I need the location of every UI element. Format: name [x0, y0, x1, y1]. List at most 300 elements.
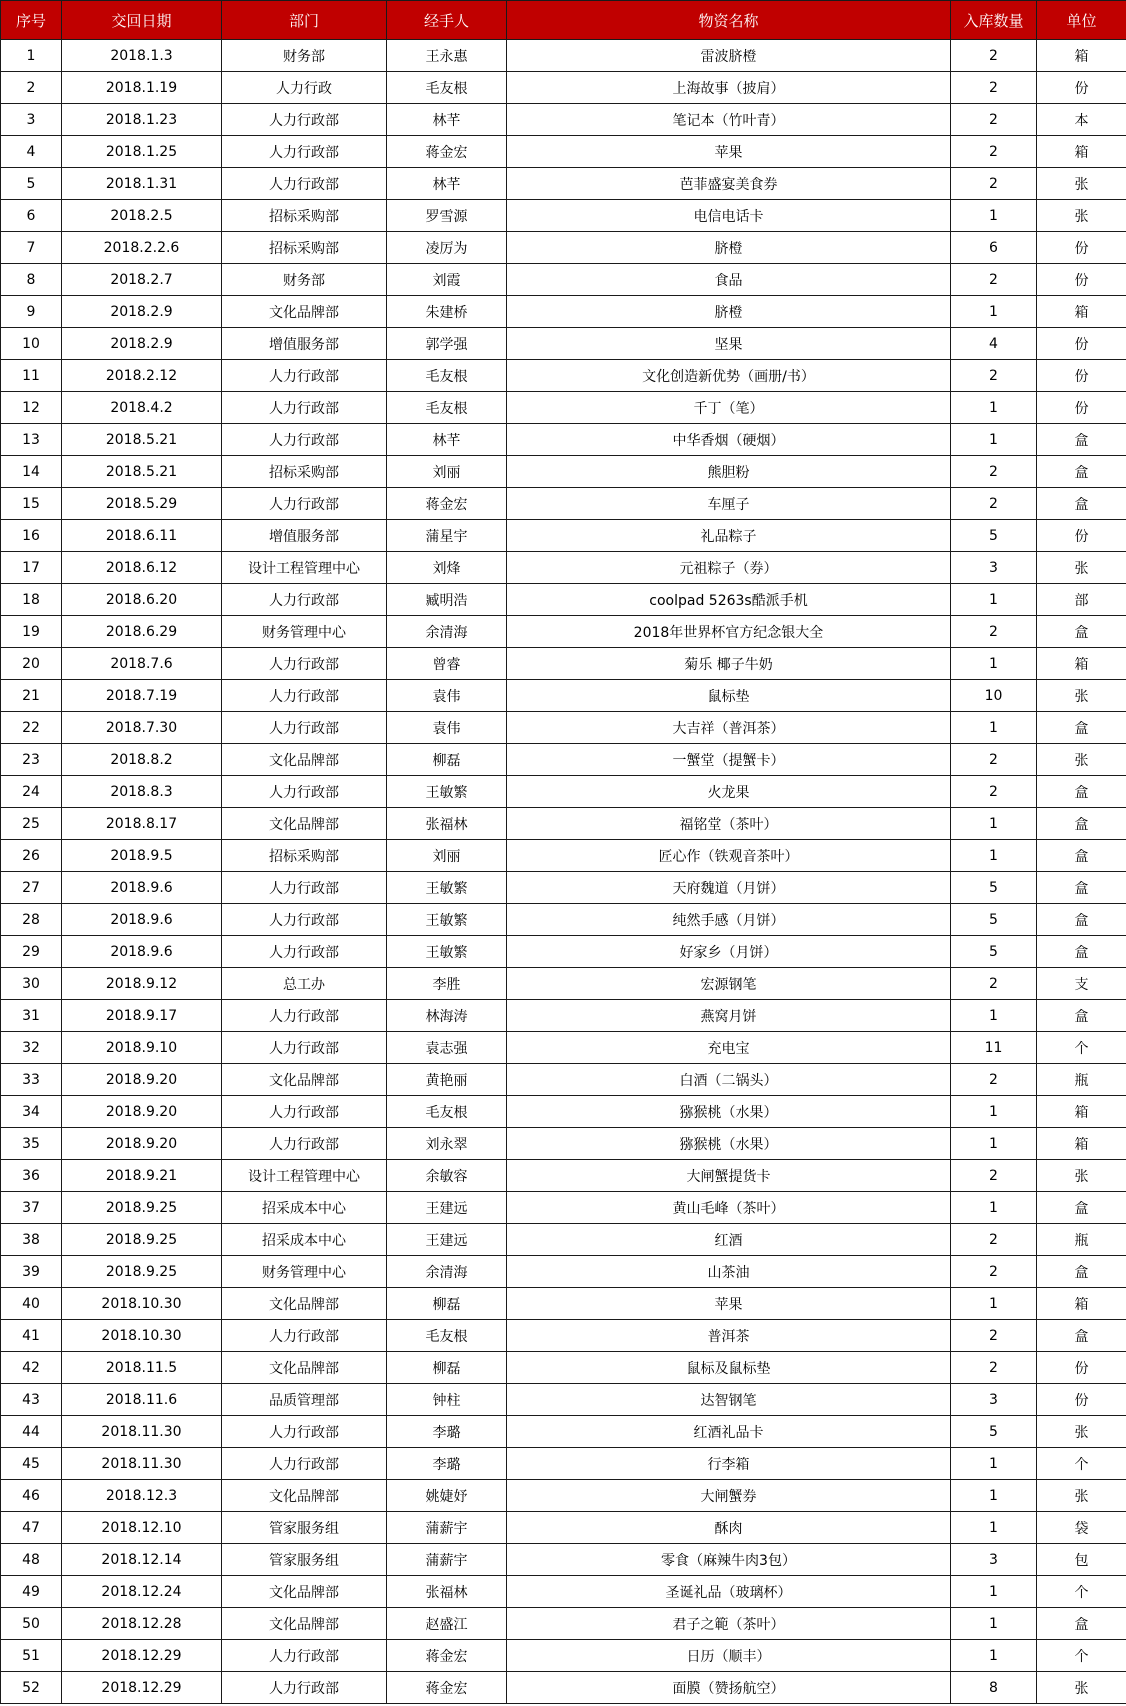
cell-department[interactable]: 人力行政部: [222, 1640, 387, 1672]
cell-quantity[interactable]: 3: [951, 552, 1037, 584]
cell-index[interactable]: 25: [1, 808, 62, 840]
cell-index[interactable]: 49: [1, 1576, 62, 1608]
cell-department[interactable]: 招标采购部: [222, 456, 387, 488]
cell-return-date[interactable]: 2018.9.10: [62, 1032, 222, 1064]
cell-department[interactable]: 管家服务组: [222, 1544, 387, 1576]
cell-return-date[interactable]: 2018.6.20: [62, 584, 222, 616]
cell-handler[interactable]: 林芊: [387, 168, 507, 200]
cell-handler[interactable]: 刘永翠: [387, 1128, 507, 1160]
cell-quantity[interactable]: 2: [951, 744, 1037, 776]
cell-unit[interactable]: 张: [1037, 1160, 1126, 1192]
cell-return-date[interactable]: 2018.11.5: [62, 1352, 222, 1384]
cell-item-name[interactable]: 达智钢笔: [507, 1384, 951, 1416]
cell-handler[interactable]: 蒲星宇: [387, 520, 507, 552]
cell-quantity[interactable]: 1: [951, 1576, 1037, 1608]
cell-index[interactable]: 13: [1, 424, 62, 456]
cell-index[interactable]: 19: [1, 616, 62, 648]
cell-unit[interactable]: 包: [1037, 1544, 1126, 1576]
cell-department[interactable]: 人力行政部: [222, 488, 387, 520]
cell-item-name[interactable]: 脐橙: [507, 232, 951, 264]
cell-return-date[interactable]: 2018.9.21: [62, 1160, 222, 1192]
cell-department[interactable]: 品质管理部: [222, 1384, 387, 1416]
cell-department[interactable]: 人力行政部: [222, 1128, 387, 1160]
cell-handler[interactable]: 柳磊: [387, 744, 507, 776]
cell-unit[interactable]: 盒: [1037, 1256, 1126, 1288]
cell-department[interactable]: 人力行政: [222, 72, 387, 104]
cell-unit[interactable]: 箱: [1037, 1096, 1126, 1128]
cell-unit[interactable]: 箱: [1037, 296, 1126, 328]
cell-department[interactable]: 招采成本中心: [222, 1192, 387, 1224]
cell-return-date[interactable]: 2018.1.19: [62, 72, 222, 104]
cell-index[interactable]: 3: [1, 104, 62, 136]
cell-return-date[interactable]: 2018.2.9: [62, 328, 222, 360]
cell-item-name[interactable]: 燕窝月饼: [507, 1000, 951, 1032]
cell-unit[interactable]: 部: [1037, 584, 1126, 616]
cell-department[interactable]: 人力行政部: [222, 1096, 387, 1128]
cell-return-date[interactable]: 2018.12.10: [62, 1512, 222, 1544]
cell-return-date[interactable]: 2018.1.3: [62, 40, 222, 72]
cell-handler[interactable]: 刘丽: [387, 456, 507, 488]
cell-return-date[interactable]: 2018.1.25: [62, 136, 222, 168]
cell-unit[interactable]: 箱: [1037, 40, 1126, 72]
cell-unit[interactable]: 瓶: [1037, 1064, 1126, 1096]
cell-quantity[interactable]: 2: [951, 968, 1037, 1000]
cell-quantity[interactable]: 2: [951, 40, 1037, 72]
cell-return-date[interactable]: 2018.9.25: [62, 1224, 222, 1256]
column-header-index[interactable]: 序号: [1, 1, 62, 40]
cell-handler[interactable]: 蒋金宏: [387, 1640, 507, 1672]
cell-item-name[interactable]: 大闸蟹券: [507, 1480, 951, 1512]
cell-handler[interactable]: 王敏繁: [387, 936, 507, 968]
cell-quantity[interactable]: 2: [951, 616, 1037, 648]
cell-handler[interactable]: 袁伟: [387, 680, 507, 712]
cell-return-date[interactable]: 2018.6.12: [62, 552, 222, 584]
cell-handler[interactable]: 余清海: [387, 1256, 507, 1288]
cell-index[interactable]: 27: [1, 872, 62, 904]
cell-quantity[interactable]: 1: [951, 584, 1037, 616]
cell-quantity[interactable]: 2: [951, 1064, 1037, 1096]
cell-index[interactable]: 36: [1, 1160, 62, 1192]
cell-department[interactable]: 文化品牌部: [222, 296, 387, 328]
cell-department[interactable]: 文化品牌部: [222, 1480, 387, 1512]
cell-index[interactable]: 16: [1, 520, 62, 552]
cell-return-date[interactable]: 2018.9.25: [62, 1256, 222, 1288]
cell-return-date[interactable]: 2018.6.11: [62, 520, 222, 552]
cell-index[interactable]: 26: [1, 840, 62, 872]
cell-unit[interactable]: 盒: [1037, 456, 1126, 488]
cell-item-name[interactable]: 白酒（二锅头）: [507, 1064, 951, 1096]
cell-quantity[interactable]: 2: [951, 1256, 1037, 1288]
cell-index[interactable]: 15: [1, 488, 62, 520]
cell-index[interactable]: 32: [1, 1032, 62, 1064]
cell-return-date[interactable]: 2018.2.2.6: [62, 232, 222, 264]
cell-quantity[interactable]: 1: [951, 200, 1037, 232]
cell-department[interactable]: 文化品牌部: [222, 1576, 387, 1608]
cell-item-name[interactable]: 笔记本（竹叶青）: [507, 104, 951, 136]
cell-department[interactable]: 人力行政部: [222, 392, 387, 424]
cell-index[interactable]: 24: [1, 776, 62, 808]
cell-index[interactable]: 12: [1, 392, 62, 424]
cell-index[interactable]: 33: [1, 1064, 62, 1096]
cell-item-name[interactable]: 天府魏道（月饼）: [507, 872, 951, 904]
cell-return-date[interactable]: 2018.12.29: [62, 1672, 222, 1704]
cell-return-date[interactable]: 2018.11.6: [62, 1384, 222, 1416]
cell-department[interactable]: 人力行政部: [222, 1032, 387, 1064]
cell-quantity[interactable]: 1: [951, 1288, 1037, 1320]
column-header-item-name[interactable]: 物资名称: [507, 1, 951, 40]
cell-index[interactable]: 18: [1, 584, 62, 616]
cell-return-date[interactable]: 2018.5.29: [62, 488, 222, 520]
cell-quantity[interactable]: 4: [951, 328, 1037, 360]
cell-unit[interactable]: 张: [1037, 744, 1126, 776]
cell-return-date[interactable]: 2018.7.6: [62, 648, 222, 680]
cell-handler[interactable]: 袁志强: [387, 1032, 507, 1064]
cell-unit[interactable]: 盒: [1037, 808, 1126, 840]
cell-unit[interactable]: 盒: [1037, 872, 1126, 904]
cell-department[interactable]: 管家服务组: [222, 1512, 387, 1544]
cell-item-name[interactable]: 芭菲盛宴美食券: [507, 168, 951, 200]
cell-handler[interactable]: 毛友根: [387, 72, 507, 104]
cell-return-date[interactable]: 2018.12.29: [62, 1640, 222, 1672]
cell-handler[interactable]: 李胜: [387, 968, 507, 1000]
cell-item-name[interactable]: 山茶油: [507, 1256, 951, 1288]
cell-department[interactable]: 人力行政部: [222, 1320, 387, 1352]
cell-department[interactable]: 文化品牌部: [222, 1064, 387, 1096]
cell-item-name[interactable]: 福铭堂（茶叶）: [507, 808, 951, 840]
cell-department[interactable]: 增值服务部: [222, 520, 387, 552]
cell-item-name[interactable]: 千丁（笔）: [507, 392, 951, 424]
cell-index[interactable]: 1: [1, 40, 62, 72]
cell-unit[interactable]: 瓶: [1037, 1224, 1126, 1256]
cell-quantity[interactable]: 1: [951, 1128, 1037, 1160]
cell-unit[interactable]: 张: [1037, 1416, 1126, 1448]
cell-item-name[interactable]: 菊乐 椰子牛奶: [507, 648, 951, 680]
cell-item-name[interactable]: 零食（麻辣牛肉3包）: [507, 1544, 951, 1576]
cell-handler[interactable]: 臧明浩: [387, 584, 507, 616]
cell-department[interactable]: 设计工程管理中心: [222, 552, 387, 584]
cell-item-name[interactable]: 面膜（赞扬航空）: [507, 1672, 951, 1704]
cell-unit[interactable]: 个: [1037, 1032, 1126, 1064]
cell-handler[interactable]: 曾睿: [387, 648, 507, 680]
cell-quantity[interactable]: 1: [951, 712, 1037, 744]
cell-quantity[interactable]: 1: [951, 648, 1037, 680]
cell-item-name[interactable]: 脐橙: [507, 296, 951, 328]
cell-department[interactable]: 财务部: [222, 40, 387, 72]
cell-department[interactable]: 招标采购部: [222, 840, 387, 872]
cell-department[interactable]: 文化品牌部: [222, 1352, 387, 1384]
cell-handler[interactable]: 蒋金宏: [387, 488, 507, 520]
cell-handler[interactable]: 王敏繁: [387, 776, 507, 808]
cell-department[interactable]: 人力行政部: [222, 1416, 387, 1448]
cell-return-date[interactable]: 2018.9.6: [62, 936, 222, 968]
cell-handler[interactable]: 蒋金宏: [387, 136, 507, 168]
cell-quantity[interactable]: 1: [951, 1192, 1037, 1224]
cell-quantity[interactable]: 3: [951, 1384, 1037, 1416]
cell-index[interactable]: 46: [1, 1480, 62, 1512]
cell-return-date[interactable]: 2018.9.20: [62, 1064, 222, 1096]
cell-return-date[interactable]: 2018.12.28: [62, 1608, 222, 1640]
cell-department[interactable]: 文化品牌部: [222, 808, 387, 840]
cell-return-date[interactable]: 2018.9.12: [62, 968, 222, 1000]
cell-item-name[interactable]: 红酒: [507, 1224, 951, 1256]
cell-index[interactable]: 7: [1, 232, 62, 264]
cell-handler[interactable]: 李璐: [387, 1416, 507, 1448]
cell-item-name[interactable]: 雷波脐橙: [507, 40, 951, 72]
cell-quantity[interactable]: 1: [951, 1000, 1037, 1032]
cell-quantity[interactable]: 2: [951, 1160, 1037, 1192]
cell-item-name[interactable]: 2018年世界杯官方纪念银大全: [507, 616, 951, 648]
cell-quantity[interactable]: 1: [951, 1640, 1037, 1672]
cell-handler[interactable]: 林芊: [387, 424, 507, 456]
cell-handler[interactable]: 钟柱: [387, 1384, 507, 1416]
cell-quantity[interactable]: 1: [951, 808, 1037, 840]
cell-unit[interactable]: 盒: [1037, 616, 1126, 648]
cell-department[interactable]: 文化品牌部: [222, 744, 387, 776]
cell-department[interactable]: 人力行政部: [222, 104, 387, 136]
cell-quantity[interactable]: 1: [951, 392, 1037, 424]
cell-return-date[interactable]: 2018.9.6: [62, 872, 222, 904]
cell-handler[interactable]: 朱建桥: [387, 296, 507, 328]
cell-return-date[interactable]: 2018.11.30: [62, 1416, 222, 1448]
cell-quantity[interactable]: 1: [951, 1096, 1037, 1128]
cell-return-date[interactable]: 2018.9.17: [62, 1000, 222, 1032]
cell-handler[interactable]: 蒲薪宇: [387, 1512, 507, 1544]
cell-index[interactable]: 17: [1, 552, 62, 584]
cell-return-date[interactable]: 2018.9.6: [62, 904, 222, 936]
cell-index[interactable]: 50: [1, 1608, 62, 1640]
cell-handler[interactable]: 余清海: [387, 616, 507, 648]
cell-item-name[interactable]: 行李箱: [507, 1448, 951, 1480]
cell-handler[interactable]: 毛友根: [387, 1096, 507, 1128]
cell-quantity[interactable]: 1: [951, 1480, 1037, 1512]
cell-return-date[interactable]: 2018.5.21: [62, 424, 222, 456]
cell-unit[interactable]: 盒: [1037, 1192, 1126, 1224]
cell-item-name[interactable]: 火龙果: [507, 776, 951, 808]
cell-item-name[interactable]: 电信电话卡: [507, 200, 951, 232]
cell-item-name[interactable]: 充电宝: [507, 1032, 951, 1064]
cell-quantity[interactable]: 2: [951, 168, 1037, 200]
cell-item-name[interactable]: 车厘子: [507, 488, 951, 520]
cell-department[interactable]: 财务部: [222, 264, 387, 296]
cell-handler[interactable]: 姚婕妤: [387, 1480, 507, 1512]
cell-index[interactable]: 39: [1, 1256, 62, 1288]
cell-quantity[interactable]: 1: [951, 424, 1037, 456]
cell-handler[interactable]: 王敏繁: [387, 872, 507, 904]
cell-unit[interactable]: 份: [1037, 360, 1126, 392]
cell-department[interactable]: 人力行政部: [222, 360, 387, 392]
cell-handler[interactable]: 张福林: [387, 1576, 507, 1608]
cell-unit[interactable]: 盒: [1037, 936, 1126, 968]
cell-handler[interactable]: 罗雪源: [387, 200, 507, 232]
cell-unit[interactable]: 箱: [1037, 648, 1126, 680]
cell-unit[interactable]: 支: [1037, 968, 1126, 1000]
cell-unit[interactable]: 张: [1037, 1672, 1126, 1704]
column-header-unit[interactable]: 单位: [1037, 1, 1126, 40]
cell-return-date[interactable]: 2018.12.3: [62, 1480, 222, 1512]
cell-index[interactable]: 38: [1, 1224, 62, 1256]
cell-item-name[interactable]: 纯然手感（月饼）: [507, 904, 951, 936]
cell-department[interactable]: 人力行政部: [222, 424, 387, 456]
cell-unit[interactable]: 份: [1037, 72, 1126, 104]
cell-department[interactable]: 招采成本中心: [222, 1224, 387, 1256]
cell-handler[interactable]: 黄艳丽: [387, 1064, 507, 1096]
cell-item-name[interactable]: 猕猴桃（水果）: [507, 1128, 951, 1160]
cell-return-date[interactable]: 2018.8.2: [62, 744, 222, 776]
cell-unit[interactable]: 盒: [1037, 712, 1126, 744]
cell-department[interactable]: 人力行政部: [222, 936, 387, 968]
cell-item-name[interactable]: 礼品粽子: [507, 520, 951, 552]
cell-item-name[interactable]: 元祖粽子（券）: [507, 552, 951, 584]
cell-index[interactable]: 5: [1, 168, 62, 200]
cell-index[interactable]: 21: [1, 680, 62, 712]
cell-unit[interactable]: 盒: [1037, 904, 1126, 936]
cell-item-name[interactable]: 苹果: [507, 1288, 951, 1320]
cell-unit[interactable]: 份: [1037, 232, 1126, 264]
cell-index[interactable]: 10: [1, 328, 62, 360]
cell-return-date[interactable]: 2018.2.9: [62, 296, 222, 328]
cell-handler[interactable]: 柳磊: [387, 1288, 507, 1320]
cell-handler[interactable]: 柳磊: [387, 1352, 507, 1384]
cell-unit[interactable]: 份: [1037, 1384, 1126, 1416]
cell-quantity[interactable]: 2: [951, 456, 1037, 488]
cell-index[interactable]: 44: [1, 1416, 62, 1448]
cell-department[interactable]: 财务管理中心: [222, 1256, 387, 1288]
cell-return-date[interactable]: 2018.2.5: [62, 200, 222, 232]
cell-item-name[interactable]: coolpad 5263s酷派手机: [507, 584, 951, 616]
cell-return-date[interactable]: 2018.1.23: [62, 104, 222, 136]
cell-return-date[interactable]: 2018.7.19: [62, 680, 222, 712]
cell-handler[interactable]: 刘丽: [387, 840, 507, 872]
cell-index[interactable]: 42: [1, 1352, 62, 1384]
cell-unit[interactable]: 张: [1037, 200, 1126, 232]
cell-index[interactable]: 37: [1, 1192, 62, 1224]
cell-department[interactable]: 人力行政部: [222, 904, 387, 936]
column-header-quantity[interactable]: 入库数量: [951, 1, 1037, 40]
cell-department[interactable]: 人力行政部: [222, 168, 387, 200]
cell-quantity[interactable]: 3: [951, 1544, 1037, 1576]
cell-item-name[interactable]: 鼠标及鼠标垫: [507, 1352, 951, 1384]
cell-quantity[interactable]: 1: [951, 296, 1037, 328]
cell-index[interactable]: 47: [1, 1512, 62, 1544]
cell-return-date[interactable]: 2018.11.30: [62, 1448, 222, 1480]
cell-item-name[interactable]: 圣诞礼品（玻璃杯）: [507, 1576, 951, 1608]
cell-return-date[interactable]: 2018.12.24: [62, 1576, 222, 1608]
cell-index[interactable]: 45: [1, 1448, 62, 1480]
cell-unit[interactable]: 份: [1037, 264, 1126, 296]
cell-handler[interactable]: 王建远: [387, 1224, 507, 1256]
cell-handler[interactable]: 郭学强: [387, 328, 507, 360]
cell-department[interactable]: 人力行政部: [222, 872, 387, 904]
cell-return-date[interactable]: 2018.1.31: [62, 168, 222, 200]
cell-item-name[interactable]: 苹果: [507, 136, 951, 168]
cell-unit[interactable]: 份: [1037, 1352, 1126, 1384]
cell-index[interactable]: 14: [1, 456, 62, 488]
cell-quantity[interactable]: 2: [951, 1352, 1037, 1384]
cell-unit[interactable]: 张: [1037, 168, 1126, 200]
cell-department[interactable]: 人力行政部: [222, 648, 387, 680]
cell-unit[interactable]: 张: [1037, 552, 1126, 584]
cell-item-name[interactable]: 大吉祥（普洱茶）: [507, 712, 951, 744]
cell-item-name[interactable]: 文化创造新优势（画册/书）: [507, 360, 951, 392]
cell-item-name[interactable]: 熊胆粉: [507, 456, 951, 488]
cell-index[interactable]: 23: [1, 744, 62, 776]
cell-handler[interactable]: 毛友根: [387, 1320, 507, 1352]
cell-unit[interactable]: 箱: [1037, 1128, 1126, 1160]
cell-handler[interactable]: 蒋金宏: [387, 1672, 507, 1704]
cell-quantity[interactable]: 2: [951, 264, 1037, 296]
cell-handler[interactable]: 袁伟: [387, 712, 507, 744]
cell-unit[interactable]: 盒: [1037, 1608, 1126, 1640]
cell-index[interactable]: 51: [1, 1640, 62, 1672]
cell-return-date[interactable]: 2018.4.2: [62, 392, 222, 424]
cell-return-date[interactable]: 2018.12.14: [62, 1544, 222, 1576]
cell-department[interactable]: 招标采购部: [222, 200, 387, 232]
cell-unit[interactable]: 盒: [1037, 1000, 1126, 1032]
cell-return-date[interactable]: 2018.8.3: [62, 776, 222, 808]
cell-handler[interactable]: 王建远: [387, 1192, 507, 1224]
cell-handler[interactable]: 凌厉为: [387, 232, 507, 264]
cell-item-name[interactable]: 酥肉: [507, 1512, 951, 1544]
cell-item-name[interactable]: 上海故事（披肩）: [507, 72, 951, 104]
cell-quantity[interactable]: 2: [951, 1224, 1037, 1256]
cell-item-name[interactable]: 普洱茶: [507, 1320, 951, 1352]
cell-quantity[interactable]: 5: [951, 872, 1037, 904]
cell-department[interactable]: 文化品牌部: [222, 1288, 387, 1320]
cell-return-date[interactable]: 2018.7.30: [62, 712, 222, 744]
cell-item-name[interactable]: 红酒礼品卡: [507, 1416, 951, 1448]
cell-quantity[interactable]: 2: [951, 136, 1037, 168]
cell-unit[interactable]: 盒: [1037, 488, 1126, 520]
cell-handler[interactable]: 刘霞: [387, 264, 507, 296]
cell-unit[interactable]: 份: [1037, 520, 1126, 552]
cell-handler[interactable]: 余敏容: [387, 1160, 507, 1192]
cell-item-name[interactable]: 鼠标垫: [507, 680, 951, 712]
cell-handler[interactable]: 林海涛: [387, 1000, 507, 1032]
cell-quantity[interactable]: 2: [951, 1320, 1037, 1352]
cell-item-name[interactable]: 匠心作（铁观音茶叶）: [507, 840, 951, 872]
cell-quantity[interactable]: 10: [951, 680, 1037, 712]
cell-index[interactable]: 43: [1, 1384, 62, 1416]
cell-unit[interactable]: 盒: [1037, 424, 1126, 456]
cell-index[interactable]: 11: [1, 360, 62, 392]
cell-index[interactable]: 29: [1, 936, 62, 968]
cell-item-name[interactable]: 日历（顺丰）: [507, 1640, 951, 1672]
cell-unit[interactable]: 张: [1037, 1480, 1126, 1512]
cell-index[interactable]: 30: [1, 968, 62, 1000]
cell-index[interactable]: 2: [1, 72, 62, 104]
cell-department[interactable]: 文化品牌部: [222, 1608, 387, 1640]
cell-return-date[interactable]: 2018.9.20: [62, 1096, 222, 1128]
cell-index[interactable]: 4: [1, 136, 62, 168]
cell-return-date[interactable]: 2018.10.30: [62, 1320, 222, 1352]
cell-department[interactable]: 总工办: [222, 968, 387, 1000]
cell-item-name[interactable]: 大闸蟹提货卡: [507, 1160, 951, 1192]
cell-quantity[interactable]: 5: [951, 520, 1037, 552]
cell-index[interactable]: 48: [1, 1544, 62, 1576]
cell-unit[interactable]: 个: [1037, 1448, 1126, 1480]
cell-unit[interactable]: 份: [1037, 328, 1126, 360]
cell-quantity[interactable]: 1: [951, 1512, 1037, 1544]
cell-return-date[interactable]: 2018.10.30: [62, 1288, 222, 1320]
cell-department[interactable]: 人力行政部: [222, 1000, 387, 1032]
cell-index[interactable]: 40: [1, 1288, 62, 1320]
cell-index[interactable]: 31: [1, 1000, 62, 1032]
cell-unit[interactable]: 盒: [1037, 840, 1126, 872]
column-header-return-date[interactable]: 交回日期: [62, 1, 222, 40]
column-header-handler[interactable]: 经手人: [387, 1, 507, 40]
cell-handler[interactable]: 王敏繁: [387, 904, 507, 936]
cell-quantity[interactable]: 5: [951, 904, 1037, 936]
